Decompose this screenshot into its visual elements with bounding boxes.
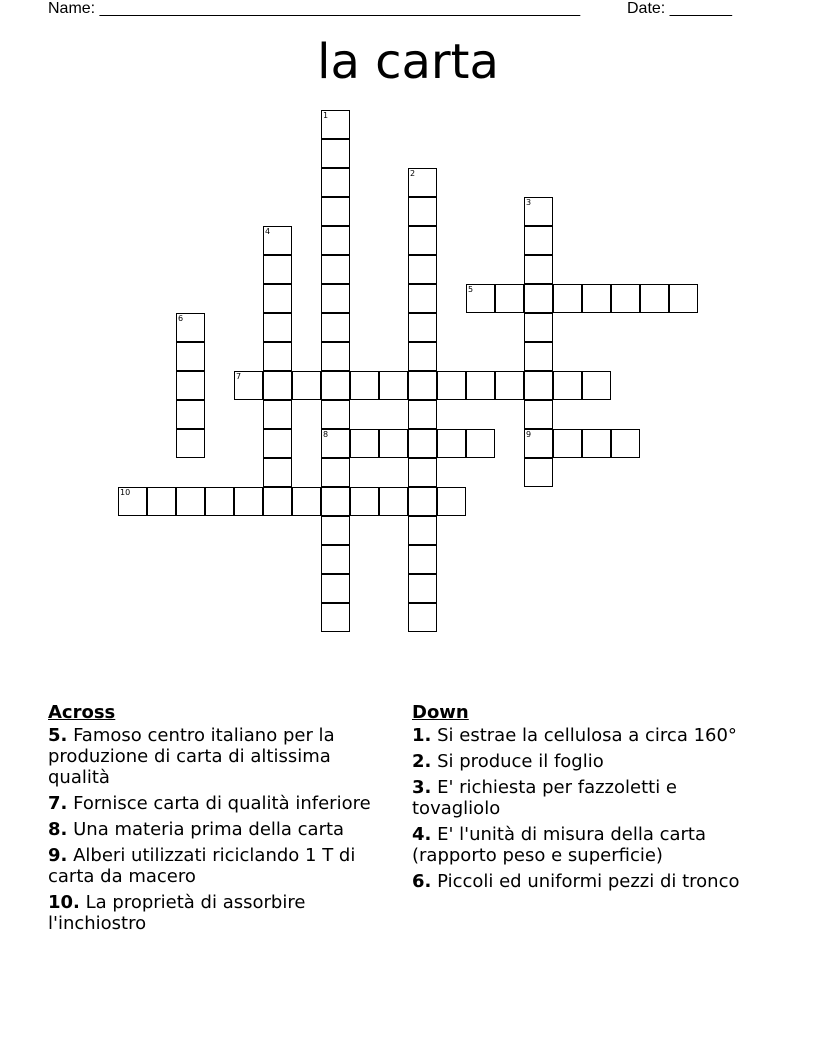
- grid-cell[interactable]: [321, 110, 350, 139]
- grid-cell[interactable]: [321, 603, 350, 632]
- grid-cell[interactable]: [321, 429, 350, 458]
- grid-cell[interactable]: [321, 371, 350, 400]
- grid-cell[interactable]: [611, 429, 640, 458]
- grid-cell[interactable]: [495, 284, 524, 313]
- clue-number: 8.: [48, 819, 68, 840]
- grid-cell[interactable]: [408, 545, 437, 574]
- clue-number-label: 10: [120, 488, 131, 497]
- across-clues: [48, 702, 380, 939]
- grid-cell[interactable]: [611, 284, 640, 313]
- grid-cell[interactable]: [408, 574, 437, 603]
- grid-cell[interactable]: [176, 487, 205, 516]
- across-clue: [48, 819, 380, 840]
- grid-cell[interactable]: [263, 313, 292, 342]
- grid-cell[interactable]: [379, 371, 408, 400]
- grid-cell[interactable]: [408, 197, 437, 226]
- clue-number-label: 6: [178, 314, 184, 323]
- clue-number: 5.: [48, 725, 68, 746]
- grid-cell[interactable]: [176, 429, 205, 458]
- across-clue: [48, 892, 380, 934]
- grid-cell[interactable]: [292, 371, 321, 400]
- grid-cell[interactable]: [408, 255, 437, 284]
- grid-cell[interactable]: [408, 487, 437, 516]
- grid-cell[interactable]: [466, 429, 495, 458]
- clue-text: E' richiesta per fazzoletti e tovagliolo: [412, 777, 678, 819]
- across-heading: Across: [48, 702, 116, 723]
- grid-cell[interactable]: [321, 516, 350, 545]
- grid-cell[interactable]: [350, 429, 379, 458]
- grid-cell[interactable]: [524, 458, 553, 487]
- clue-number: 1.: [412, 725, 432, 746]
- grid-cell[interactable]: [292, 487, 321, 516]
- clue-number-label: 8: [323, 430, 329, 439]
- grid-cell[interactable]: [524, 400, 553, 429]
- grid-cell[interactable]: [640, 284, 669, 313]
- grid-cell[interactable]: [321, 313, 350, 342]
- grid-cell[interactable]: [205, 487, 234, 516]
- grid-cell[interactable]: [466, 284, 495, 313]
- grid-cell[interactable]: [408, 400, 437, 429]
- grid-cell[interactable]: [350, 487, 379, 516]
- grid-cell[interactable]: [582, 429, 611, 458]
- down-clue: [412, 725, 752, 746]
- grid-cell[interactable]: [408, 226, 437, 255]
- clue-text: Alberi utilizzati riciclando 1 T di carta da macero: [48, 845, 356, 887]
- grid-cell[interactable]: [263, 342, 292, 371]
- down-clue: [412, 777, 752, 819]
- grid-cell[interactable]: [263, 487, 292, 516]
- down-clue: [412, 751, 752, 772]
- grid-cell[interactable]: [582, 371, 611, 400]
- grid-cell[interactable]: [524, 284, 553, 313]
- clue-number-label: 4: [265, 227, 271, 236]
- grid-cell[interactable]: [524, 371, 553, 400]
- grid-cell[interactable]: [321, 487, 350, 516]
- grid-cell[interactable]: [408, 168, 437, 197]
- clue-number: 6.: [412, 871, 432, 892]
- grid-cell[interactable]: [263, 255, 292, 284]
- grid-cell[interactable]: [321, 255, 350, 284]
- grid-cell[interactable]: [408, 342, 437, 371]
- grid-cell[interactable]: [524, 313, 553, 342]
- page-title: la carta: [317, 34, 499, 90]
- grid-cell[interactable]: [379, 487, 408, 516]
- grid-cell[interactable]: [176, 313, 205, 342]
- grid-cell[interactable]: [437, 487, 466, 516]
- grid-cell[interactable]: [234, 487, 263, 516]
- grid-cell[interactable]: [234, 371, 263, 400]
- date-field-label: Date: _______: [627, 0, 732, 17]
- grid-cell[interactable]: [553, 371, 582, 400]
- across-clue: [48, 793, 380, 814]
- grid-cell[interactable]: [524, 429, 553, 458]
- name-field-label: Name: ______________________________________________________: [48, 0, 581, 17]
- grid-cell[interactable]: [524, 255, 553, 284]
- down-clues: [412, 702, 752, 897]
- grid-cell[interactable]: [437, 371, 466, 400]
- grid-cell[interactable]: [176, 371, 205, 400]
- clue-text: Famoso centro italiano per la produzione di carta di altissima qualità: [48, 725, 335, 788]
- grid-cell[interactable]: [147, 487, 176, 516]
- clue-number: 2.: [412, 751, 432, 772]
- clue-number: 4.: [412, 824, 432, 845]
- clue-number-label: 5: [468, 285, 474, 294]
- grid-cell[interactable]: [495, 371, 524, 400]
- clue-number: 9.: [48, 845, 68, 866]
- clue-text: E' l'unità di misura della carta (rapporto peso e superficie): [412, 824, 707, 866]
- grid-cell[interactable]: [408, 603, 437, 632]
- grid-cell[interactable]: [321, 226, 350, 255]
- grid-cell[interactable]: [321, 168, 350, 197]
- grid-cell[interactable]: [437, 429, 466, 458]
- grid-cell[interactable]: [263, 284, 292, 313]
- grid-cell[interactable]: [408, 371, 437, 400]
- grid-cell[interactable]: [321, 284, 350, 313]
- across-clue: [48, 845, 380, 887]
- grid-cell[interactable]: [263, 400, 292, 429]
- across-clue: [48, 725, 380, 788]
- grid-cell[interactable]: [176, 400, 205, 429]
- grid-cell[interactable]: [321, 545, 350, 574]
- grid-cell[interactable]: [408, 516, 437, 545]
- grid-cell[interactable]: [118, 487, 147, 516]
- clue-text: Fornisce carta di qualità inferiore: [73, 793, 371, 814]
- down-clue: [412, 871, 752, 892]
- grid-cell[interactable]: [350, 371, 379, 400]
- grid-cell[interactable]: [379, 429, 408, 458]
- grid-cell[interactable]: [321, 400, 350, 429]
- grid-cell[interactable]: [321, 197, 350, 226]
- grid-cell[interactable]: [263, 458, 292, 487]
- clue-text: Una materia prima della carta: [73, 819, 345, 840]
- grid-cell[interactable]: [408, 313, 437, 342]
- grid-cell[interactable]: [408, 284, 437, 313]
- grid-cell[interactable]: [176, 342, 205, 371]
- grid-cell[interactable]: [553, 284, 582, 313]
- clue-number: 7.: [48, 793, 68, 814]
- grid-cell[interactable]: [321, 574, 350, 603]
- clue-number: 3.: [412, 777, 432, 798]
- grid-cell[interactable]: [524, 197, 553, 226]
- clue-text: Piccoli ed uniformi pezzi di tronco: [437, 871, 740, 892]
- grid-cell[interactable]: [263, 371, 292, 400]
- clue-number-label: 1: [323, 111, 329, 120]
- grid-cell[interactable]: [263, 429, 292, 458]
- down-heading: Down: [412, 702, 469, 723]
- grid-cell[interactable]: [582, 284, 611, 313]
- grid-cell[interactable]: [524, 226, 553, 255]
- clue-text: Si estrae la cellulosa a circa 160°: [437, 725, 737, 746]
- grid-cell[interactable]: [321, 458, 350, 487]
- clue-text: La proprietà di assorbire l'inchiostro: [48, 892, 306, 934]
- grid-cell[interactable]: [263, 226, 292, 255]
- grid-cell[interactable]: [321, 139, 350, 168]
- grid-cell[interactable]: [524, 342, 553, 371]
- grid-cell[interactable]: [408, 429, 437, 458]
- clue-text: Si produce il foglio: [437, 751, 604, 772]
- grid-cell[interactable]: [669, 284, 698, 313]
- grid-cell[interactable]: [553, 429, 582, 458]
- grid-cell[interactable]: [408, 458, 437, 487]
- down-clue: [412, 824, 752, 866]
- clue-number-label: 2: [410, 169, 416, 178]
- clue-number-label: 3: [526, 198, 532, 207]
- grid-cell[interactable]: [466, 371, 495, 400]
- clue-number: 10.: [48, 892, 80, 913]
- clue-number-label: 9: [526, 430, 532, 439]
- grid-cell[interactable]: [321, 342, 350, 371]
- clue-number-label: 7: [236, 372, 242, 381]
